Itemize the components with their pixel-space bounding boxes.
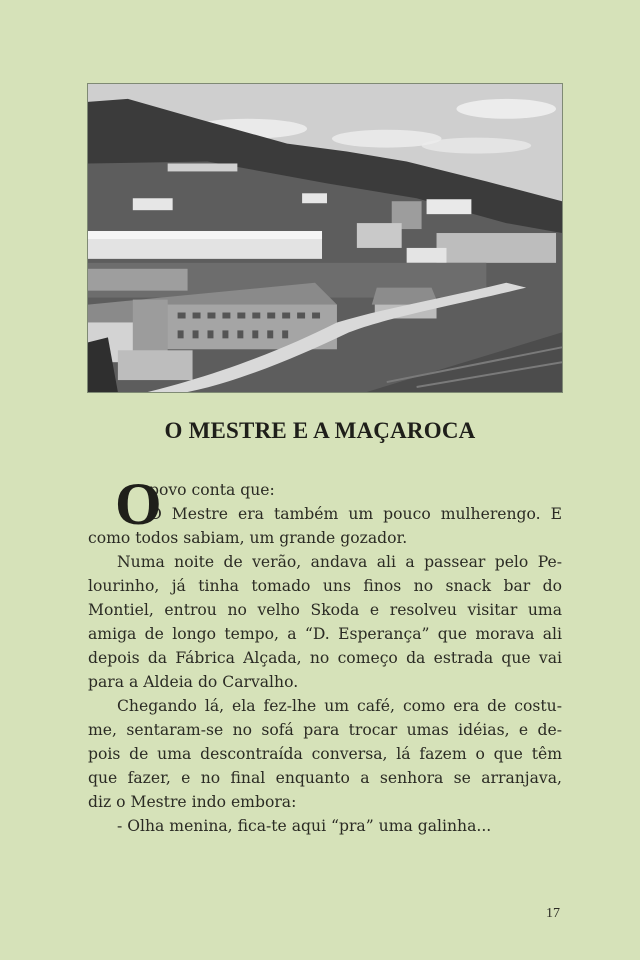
story-body xyxy=(88,471,562,838)
page-number: 17 xyxy=(546,906,560,921)
drop-cap: O xyxy=(115,471,162,537)
text-line: povo conta que: xyxy=(149,481,275,499)
text-line: para a Aldeia do Carvalho. xyxy=(88,673,299,691)
town-photograph xyxy=(87,83,563,393)
photo-illustration xyxy=(88,84,562,392)
text-line: Numa noite de verão, andava ali a passear pelo Pe- xyxy=(117,553,562,571)
text-line: depois da Fábrica Alçada, no começo da estrada que vai xyxy=(88,649,562,667)
text-line: lourinho, já tinha tomado uns finos no snack bar do xyxy=(88,577,562,595)
text-line: Chegando lá, ela fez-lhe um café, como era de costu- xyxy=(117,697,562,715)
text-line: pois de uma descontraída conversa, lá fazem o que têm xyxy=(88,745,562,763)
text-line: - Olha menina, fica-te aqui “pra” uma galinha... xyxy=(117,817,492,835)
text-line: Montiel, entrou no velho Skoda e resolveu visitar uma xyxy=(88,601,562,619)
text-line: O Mestre era também um pouco mulherengo. E xyxy=(149,505,562,523)
text-line: amiga de longo tempo, a “D. Esperança” que morava ali xyxy=(88,625,562,643)
text-line: diz o Mestre indo embora: xyxy=(88,793,297,811)
text-line: que fazer, e no final enquanto a senhora se arranjava, xyxy=(88,769,562,787)
text-line: me, sentaram-se no sofá para trocar umas idéias, e de- xyxy=(88,721,562,739)
chapter-title: O MESTRE E A MAÇAROCA xyxy=(164,418,476,443)
text-line: como todos sabiam, um grande gozador. xyxy=(88,529,408,547)
